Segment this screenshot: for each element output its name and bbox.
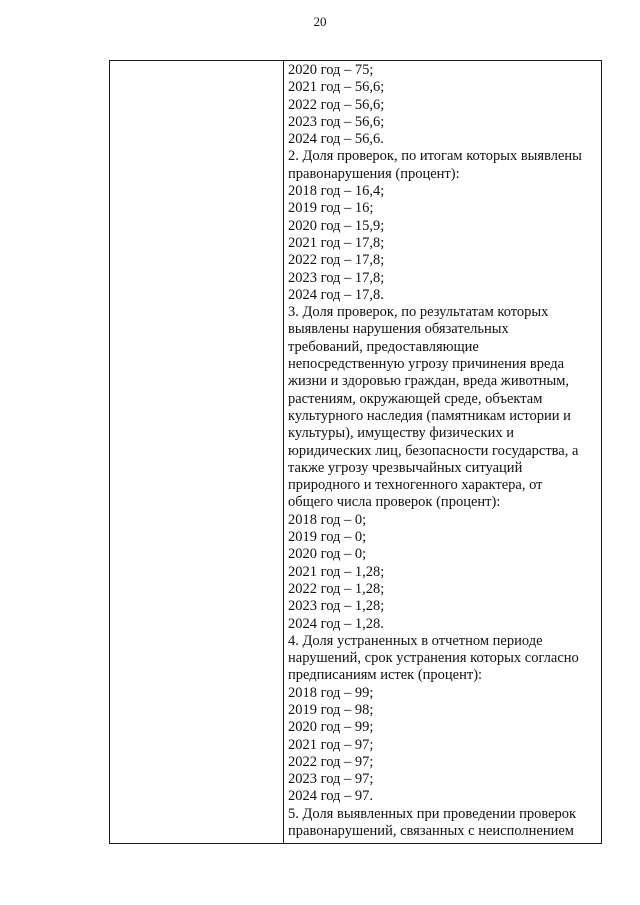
text-line: 2021 год – 17,8; xyxy=(288,234,385,251)
text-line: правонарушений, связанных с неисполнением xyxy=(288,823,574,840)
text-line: 2023 год – 1,28; xyxy=(288,598,385,615)
text-line: 2024 год – 97. xyxy=(288,788,374,805)
text-line: 2018 год – 99; xyxy=(288,684,374,701)
text-line: 2022 год – 17,8; xyxy=(288,252,385,269)
content-table xyxy=(109,60,602,844)
text-line: 2024 год – 17,8. xyxy=(288,286,384,303)
text-line: требований, предоставляющие xyxy=(288,338,479,355)
text-line: предписаниям истек (процент): xyxy=(288,667,483,684)
text-line: жизни и здоровью граждан, вреда животным, xyxy=(288,373,570,390)
text-line: 2023 год – 17,8; xyxy=(288,269,385,286)
text-line: 2022 год – 97; xyxy=(288,753,374,770)
text-line: 2023 год – 56,6; xyxy=(288,113,385,130)
text-line: 5. Доля выявленных при проведении проверок xyxy=(288,805,577,822)
text-line: 2022 год – 1,28; xyxy=(288,580,385,597)
text-line: 2022 год – 56,6; xyxy=(288,96,385,113)
text-line: 3. Доля проверок, по результатам которых xyxy=(288,304,549,321)
text-line: 2019 год – 16; xyxy=(288,200,374,217)
text-line: 2023 год – 97; xyxy=(288,771,374,788)
text-line: 2024 год – 56,6. xyxy=(288,131,384,148)
text-line: 2. Доля проверок, по итогам которых выявлены xyxy=(288,148,582,165)
text-line: 2024 год – 1,28. xyxy=(288,615,384,632)
text-line: 2021 год – 56,6; xyxy=(288,79,385,96)
text-line: 2020 год – 75; xyxy=(288,62,374,78)
text-line: культурного наследия (памятникам истории и xyxy=(288,407,571,424)
page-number: 20 xyxy=(313,14,327,29)
text-line: 2018 год – 0; xyxy=(288,511,367,528)
text-line: 2021 год – 1,28; xyxy=(288,563,385,580)
text-line: непосредственную угрозу причинения вреда xyxy=(288,356,565,373)
text-line: растениям, окружающей среде, объектам xyxy=(288,390,543,407)
text-line: выявлены нарушения обязательных xyxy=(288,321,509,338)
text-line: культуры), имуществу физических и xyxy=(288,425,514,442)
text-line: 4. Доля устраненных в отчетном периоде xyxy=(288,632,543,649)
text-line: природного и техногенного характера, от xyxy=(288,477,543,494)
text-line: общего числа проверок (процент): xyxy=(288,494,501,511)
text-line: также угрозу чрезвычайных ситуаций xyxy=(288,459,523,476)
text-line: 2021 год – 97; xyxy=(288,736,374,753)
table-cell-left-empty xyxy=(110,61,284,843)
table-cell-right-text xyxy=(284,61,601,843)
text-line: 2019 год – 0; xyxy=(288,529,367,546)
text-line: 2020 год – 99; xyxy=(288,719,374,736)
text-line: 2019 год – 98; xyxy=(288,701,374,718)
text-line: юридических лиц, безопасности государства, а xyxy=(288,442,579,459)
text-line: 2018 год – 16,4; xyxy=(288,183,385,200)
text-line: 2020 год – 0; xyxy=(288,546,367,563)
text-line: правонарушения (процент): xyxy=(288,165,460,182)
text-line: нарушений, срок устранения которых согласно xyxy=(288,650,579,667)
text-line: 2020 год – 15,9; xyxy=(288,217,385,234)
